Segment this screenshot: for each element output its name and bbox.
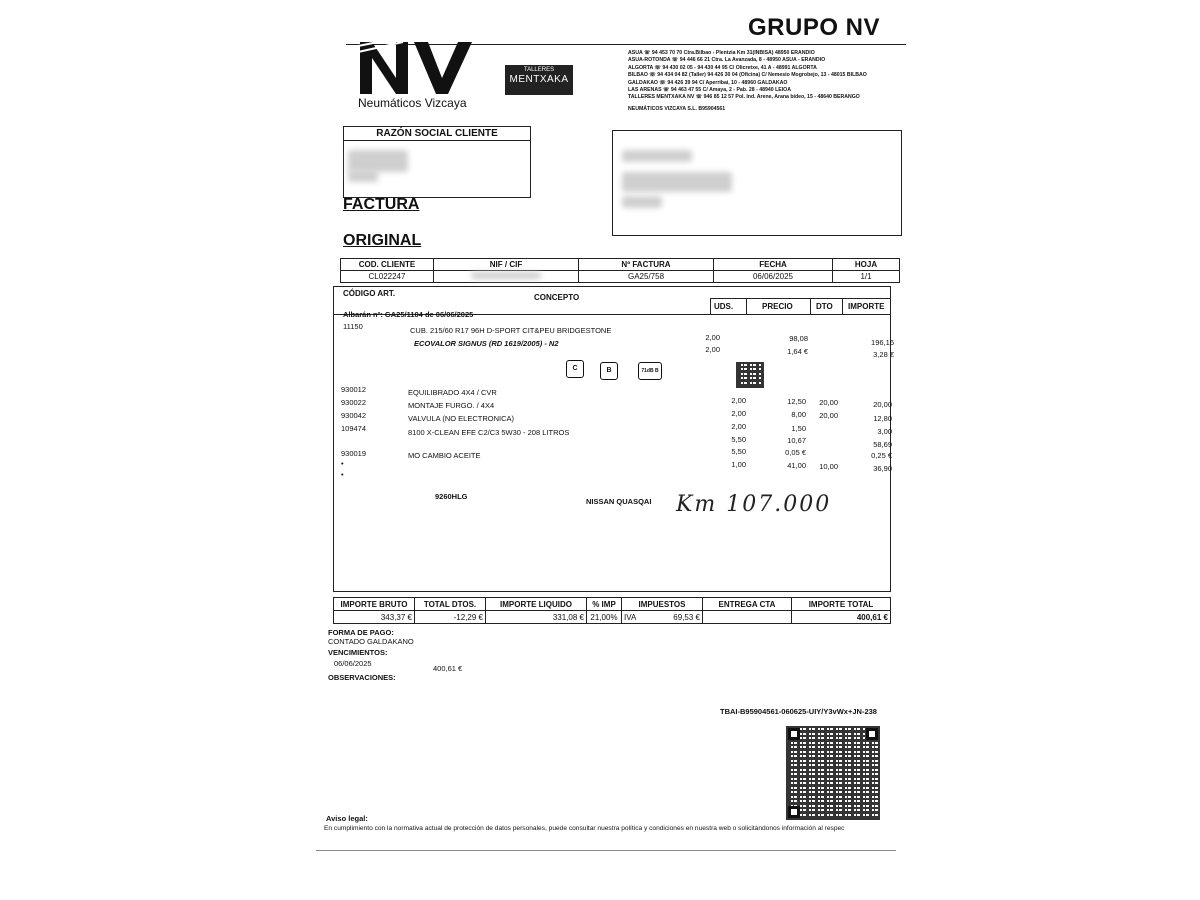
total-liquido: 331,08 € bbox=[486, 611, 587, 624]
item-uds: 5,50 bbox=[731, 435, 746, 444]
bottom-rule bbox=[316, 850, 896, 851]
qr-corner-icon bbox=[866, 728, 878, 740]
dto-col-line bbox=[810, 298, 811, 314]
redacted-ship-name bbox=[622, 150, 692, 162]
item-precio: 98,08 bbox=[789, 334, 808, 343]
mentxaka-logo bbox=[505, 65, 573, 95]
doc-copy: ORIGINAL bbox=[343, 232, 422, 249]
forma-pago-value: CONTADO GALDAKANO bbox=[328, 637, 414, 646]
meta-header: FECHA bbox=[714, 259, 833, 271]
totals-header: TOTAL DTOS. bbox=[415, 598, 486, 611]
item-code: 930042 bbox=[341, 411, 367, 420]
item-desc: ECOVALOR SIGNUS (RD 1619/2005) - N2 bbox=[414, 339, 559, 348]
item-dto: 10,00 bbox=[819, 462, 838, 471]
total-pct: 21,00% bbox=[587, 611, 622, 624]
col-precio: PRECIO bbox=[762, 302, 793, 311]
item-uds: 2,00 bbox=[731, 396, 746, 405]
observaciones-label: OBSERVACIONES: bbox=[328, 673, 396, 682]
importe-col-line bbox=[842, 298, 843, 314]
totals-header: IMPORTE BRUTO bbox=[334, 598, 415, 611]
item-precio: 12,50 bbox=[787, 397, 806, 406]
item-uds: 1,00 bbox=[731, 460, 746, 469]
address-line: ALGORTA ☏ 94 430 02 05 - 94 430 44 95 C/ Olicretxe, 41 A - 48991 ALGORTA bbox=[628, 64, 817, 71]
item-importe: 0,25 € bbox=[871, 451, 892, 460]
item-desc: MONTAJE FURGO. / 4X4 bbox=[408, 401, 495, 410]
tbai-code: TBAI-B95904561-060625-UIY/Y3vWx+JN-238 bbox=[720, 707, 877, 716]
header-mid-rule bbox=[710, 298, 891, 299]
vehicle-km-handwritten: Km 107.000 bbox=[676, 492, 832, 517]
tax-label: IVA bbox=[624, 612, 637, 622]
vencimiento-amount: 400,61 € bbox=[433, 664, 463, 673]
address-line: ASUA ☏ 94 453 70 70 Ctra.Bilbao - Plentzia Km 31(INBISA) 48950 ERANDIO bbox=[628, 50, 815, 56]
item-code: • bbox=[341, 459, 344, 468]
item-uds: 2,00 bbox=[731, 422, 746, 431]
meta-value: GA25/758 bbox=[579, 271, 714, 283]
meta-table bbox=[340, 258, 900, 283]
meta-value-nif bbox=[434, 271, 579, 283]
totals-header: IMPUESTOS bbox=[622, 598, 703, 611]
item-importe: 20,00 bbox=[873, 400, 892, 409]
item-importe: 12,80 bbox=[873, 414, 892, 423]
mentxaka-small: TALLERES bbox=[523, 67, 555, 73]
item-code: 930019 bbox=[341, 449, 367, 458]
item-desc: EQUILIBRADO 4X4 / CVR bbox=[408, 388, 497, 397]
address-line: LAS ARENAS ☏ 94 463 47 55 C/ Amaya, 2 - Pab. 28 - 48940 LEIOA bbox=[628, 87, 791, 94]
client-box-header: RAZÓN SOCIAL CLIENTE bbox=[344, 127, 530, 141]
item-uds: 2,00 bbox=[705, 345, 720, 354]
item-code: 930022 bbox=[341, 398, 367, 407]
vehicle-model: NISSAN QUASQAI bbox=[586, 497, 652, 506]
forma-pago-label: FORMA DE PAGO: bbox=[328, 628, 394, 637]
meta-header: HOJA bbox=[833, 259, 900, 271]
col-dto: DTO bbox=[816, 302, 833, 311]
logo-subtitle: Neumáticos Vizcaya bbox=[358, 96, 467, 110]
uds-col-line bbox=[710, 298, 711, 314]
item-precio: 1,50 bbox=[791, 424, 806, 433]
item-dto: 20,00 bbox=[819, 411, 838, 420]
qr-corner-icon bbox=[788, 806, 800, 818]
col-concepto: CONCEPTO bbox=[534, 293, 580, 302]
totals-header: ENTREGA CTA bbox=[703, 598, 792, 611]
item-code: 11150 bbox=[343, 322, 363, 331]
col-importe: IMPORTE bbox=[848, 302, 885, 311]
total-entrega bbox=[703, 611, 792, 624]
noise-icon: 71dB B bbox=[638, 362, 662, 380]
col-uds: UDS. bbox=[714, 302, 734, 311]
total-dtos: -12,29 € bbox=[415, 611, 486, 624]
brand-title: GRUPO NV bbox=[748, 14, 881, 41]
meta-header: COD. CLIENTE bbox=[341, 259, 434, 271]
item-uds: 2,00 bbox=[705, 333, 720, 342]
total-impuestos-cell bbox=[622, 611, 703, 624]
item-precio: 10,67 bbox=[787, 436, 806, 445]
item-code: • bbox=[341, 470, 344, 479]
redacted-ship-city bbox=[622, 196, 662, 208]
item-precio: 8,00 bbox=[791, 410, 806, 419]
mentxaka-name: MENTXAKA bbox=[509, 74, 569, 86]
item-desc: VALVULA (NO ELECTRONICA) bbox=[408, 414, 514, 423]
legal-title: Aviso legal: bbox=[326, 814, 368, 823]
tyre-label-qr-icon bbox=[736, 362, 764, 388]
item-precio: 0,05 € bbox=[785, 448, 806, 457]
meta-value: CL022247 bbox=[341, 271, 434, 283]
vencimientos-label: VENCIMIENTOS: bbox=[328, 648, 388, 657]
address-line: GALDAKAO ☏ 94 426 39 94 C/ Aperribai, 10 - 48960 GALDAKAO bbox=[628, 79, 788, 86]
address-line: TALLERES MENTXAKA NV ☏ 946 85 12 57 Pol. Ind. Arene, Arana bideo, 15 - 48640 BERANGO bbox=[628, 94, 860, 101]
item-precio: 1,64 € bbox=[787, 347, 808, 356]
vencimiento-date: 06/06/2025 bbox=[334, 659, 372, 668]
redacted-ship-address bbox=[622, 172, 732, 192]
item-importe: 3,28 € bbox=[873, 350, 894, 359]
redacted-client-address bbox=[348, 170, 378, 182]
col-codigo: CÓDIGO ART. bbox=[343, 289, 396, 298]
item-uds: 5,50 bbox=[731, 447, 746, 456]
item-code: 930012 bbox=[341, 385, 367, 394]
item-importe: 36,90 bbox=[873, 464, 892, 473]
qr-corner-icon bbox=[788, 728, 800, 740]
tbai-qr-icon bbox=[786, 726, 880, 820]
address-line: NEUMÁTICOS VIZCAYA S.L. B95904561 bbox=[628, 105, 726, 112]
wet-grip-icon: B bbox=[600, 362, 618, 380]
totals-header: IMPORTE TOTAL bbox=[792, 598, 891, 611]
item-desc: 8100 X-CLEAN EFE C2/C3 5W30 - 208 LITROS bbox=[408, 428, 570, 437]
meta-header: NIF / CIF bbox=[434, 259, 579, 271]
item-dto: 20,00 bbox=[819, 398, 838, 407]
totals-header: % IMP bbox=[587, 598, 622, 611]
fuel-efficiency-icon: C bbox=[566, 360, 584, 378]
address-block bbox=[628, 50, 908, 113]
total-impuestos: 69,53 € bbox=[673, 612, 700, 622]
redacted-client-name bbox=[348, 150, 408, 172]
item-uds: 2,00 bbox=[731, 409, 746, 418]
nv-logo-icon bbox=[358, 38, 478, 96]
item-importe: 3,00 bbox=[877, 427, 892, 436]
meta-value: 1/1 bbox=[833, 271, 900, 283]
meta-header: Nº FACTURA bbox=[579, 259, 714, 271]
item-precio: 41,00 bbox=[787, 461, 806, 470]
item-importe: 58,69 bbox=[873, 440, 892, 449]
totals-header: IMPORTE LIQUIDO bbox=[486, 598, 587, 611]
meta-value: 06/06/2025 bbox=[714, 271, 833, 283]
legal-text: En cumplimiento con la normativa actual de protección de datos personales, puede consultar nuestra política y condiciones en nuestra web o solicitándonos información al respec bbox=[324, 825, 845, 832]
totals-table bbox=[333, 597, 891, 624]
item-importe: 196,16 bbox=[871, 338, 894, 347]
item-desc: CUB. 215/60 R17 96H D-SPORT CIT&PEU BRIDGESTONE bbox=[410, 326, 612, 335]
address-line: ASUA-ROTONDA ☏ 94 446 66 21 Ctra. La Avanzada, 8 - 48950 ASUA - ERANDIO bbox=[628, 57, 826, 64]
vehicle-plate: 9260HLG bbox=[435, 492, 468, 501]
item-desc: MO CAMBIO ACEITE bbox=[408, 451, 481, 460]
doc-type: FACTURA bbox=[343, 196, 420, 213]
address-line: BILBAO ☏ 94 434 04 82 (Taller) 94 426 30 04 (Oficina) C/ Nemesio Mogrobejo, 13 - 48015 BILBAO bbox=[628, 72, 867, 79]
total-importe: 400,61 € bbox=[792, 611, 891, 624]
item-code: 109474 bbox=[341, 424, 367, 433]
albaran-line: Albarán nº: GA25/1104 de 06/06/2025 bbox=[343, 310, 474, 319]
total-bruto: 343,37 € bbox=[334, 611, 415, 624]
precio-col-line bbox=[746, 298, 747, 314]
